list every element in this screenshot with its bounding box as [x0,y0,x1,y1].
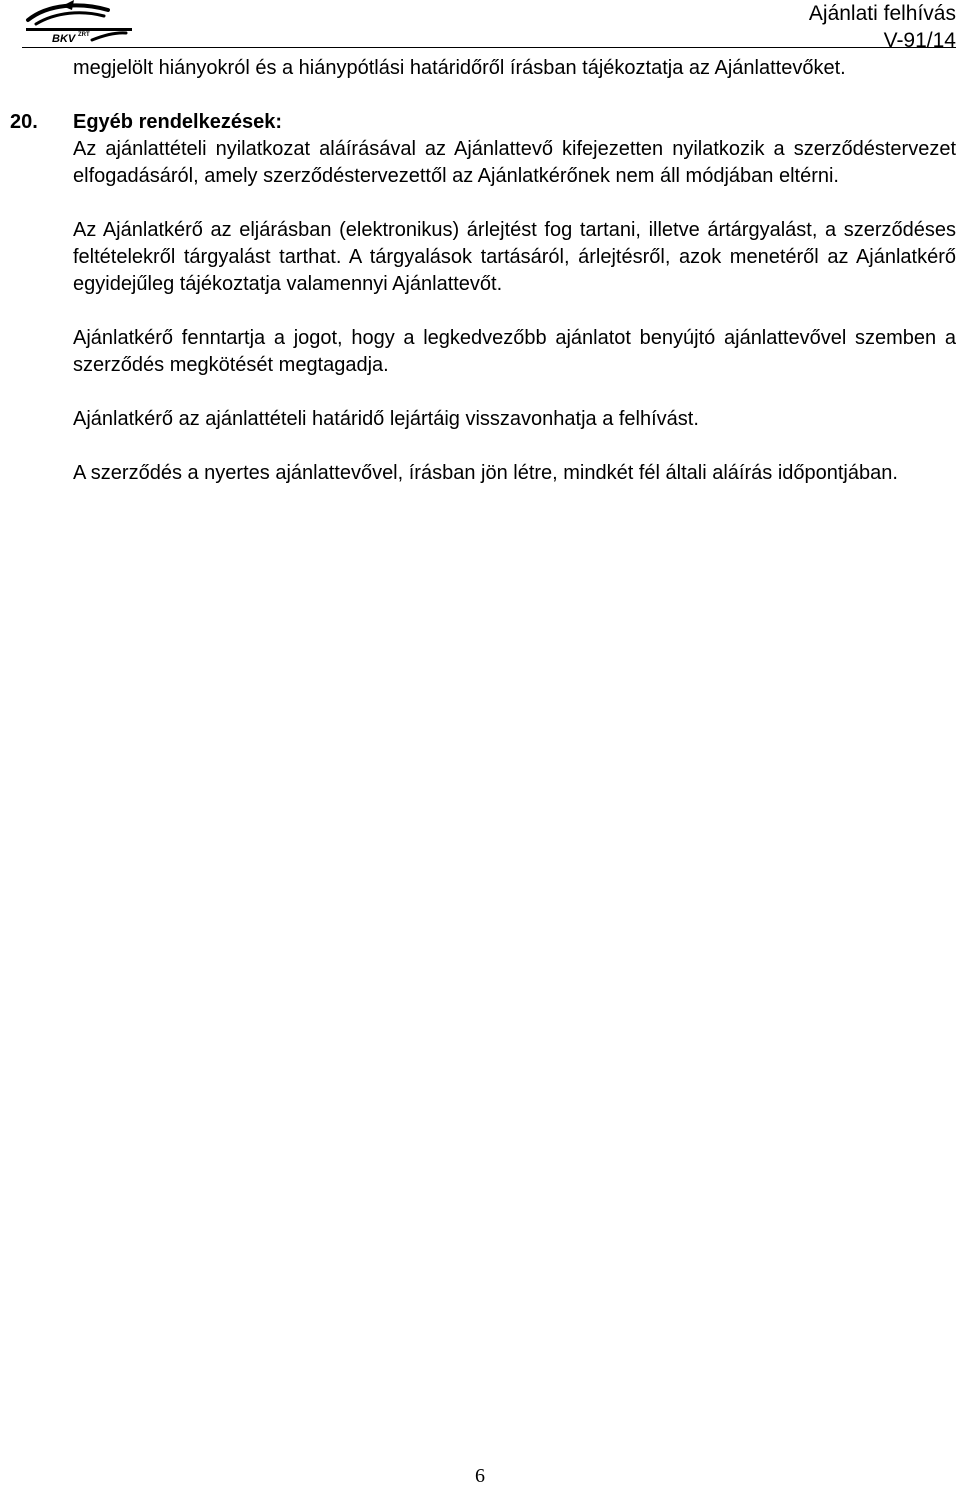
carryover-paragraph: megjelölt hiányokról és a hiánypótlási határidőről írásban tájékoztatja az Ajánlattevőket. [73,57,846,79]
svg-text:BKV: BKV [52,33,76,44]
svg-text:ZRT: ZRT [78,32,90,38]
header-divider [22,47,956,48]
doc-id: V-91/14 [883,29,956,52]
doc-title: Ajánlati felhívás [808,2,956,25]
page-header [0,0,960,56]
paragraph: Az Ajánlatkérő az eljárásban (elektronikus) árlejtést fog tartani, illetve ártárgyalást, a szerződéses feltételekről tárgyalást tarthat. A tárgyalások tartásáról, árlejtésről, azok menetéről az Ajánlatkérő egyidejűleg tájékoztatja valamennyi Ajánlattevőt. [73,219,956,295]
section-heading [10,109,956,136]
section-title: Egyéb rendelkezések: [73,111,282,133]
document-body [10,55,956,487]
page-number: 6 [475,1465,485,1487]
paragraph: A szerződés a nyertes ajánlattevővel, írásban jön létre, mindkét fél általi aláírás időpontjában. [73,462,898,484]
header-doc-info [809,0,956,54]
section-number: 20. [10,111,38,133]
paragraph: Az ajánlattételi nyilatkozat aláírásával az Ajánlattevő kifejezetten nyilatkozik a szerződéstervezet elfogadásáról, amely szerződéstervezettől az Ajánlatkérőnek nem áll módjában eltérni. [73,138,956,187]
paragraph: Ajánlatkérő az ajánlattételi határidő lejártáig visszavonhatja a felhívást. [73,408,699,430]
paragraph: Ajánlatkérő fenntartja a jogot, hogy a legkedvezőbb ajánlatot benyújtó ajánlattevővel szemben a szerződés megkötését megtagadja. [73,327,956,376]
bkv-logo [22,0,136,44]
